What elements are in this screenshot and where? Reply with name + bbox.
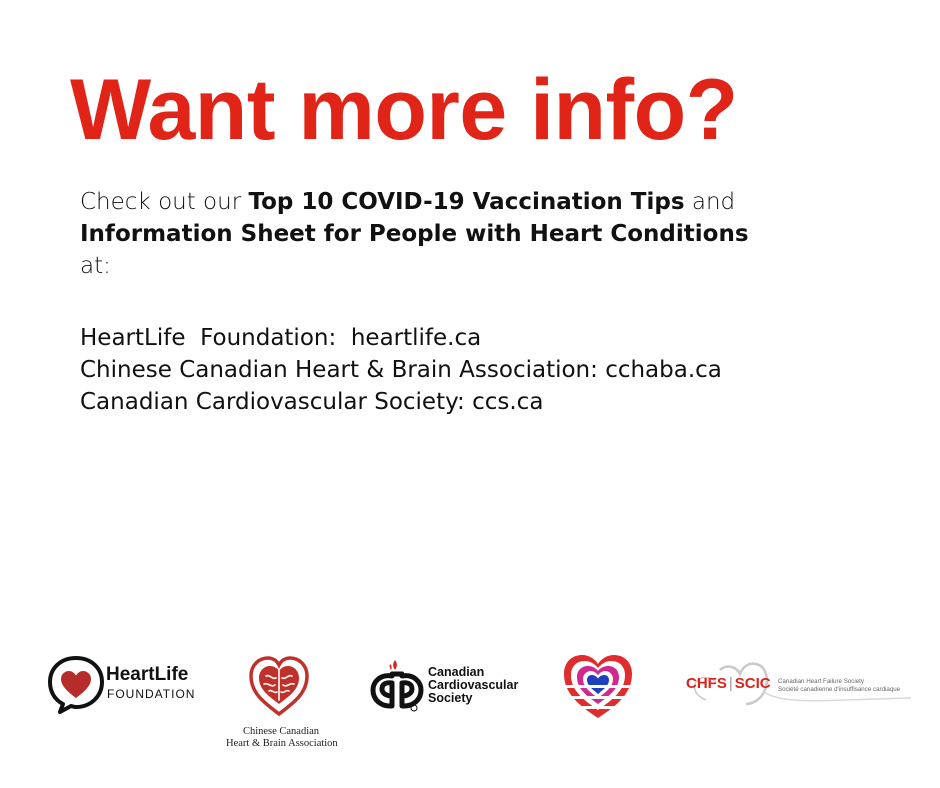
headline: Want more info? [70,62,738,158]
chfs-abbr-fr: SCIC [734,675,771,692]
cchaba-logo-line1: Chinese Canadian [242,726,320,737]
cchaba-logo-line2: Heart & Brain Association [226,738,338,749]
heart-brain-icon [246,654,312,718]
intro-text-3: at: [80,253,111,279]
intro-text-1: Check out our [80,189,249,215]
ccs-logo-line1: Canadian [428,665,485,679]
concentric-heart-icon [560,652,636,724]
resource-cchaba: Chinese Canadian Heart & Brain Association: cchaba.ca [80,357,722,383]
chfs-abbr-separator: | [728,675,733,692]
ccs-logo-text [428,666,518,705]
chfs-abbr-en: CHFS [686,675,727,692]
ccs-logo-line3: Society [428,691,473,705]
concentric-heart-logo [560,652,636,724]
heartlife-logo [46,654,206,716]
chfs-logo-names [778,678,900,694]
resource-list [80,322,722,418]
ccs-logo [370,656,530,716]
heartlife-logo-sub: FOUNDATION [107,687,196,701]
heartlife-logo-name: HeartLife [106,664,189,685]
intro-paragraph [80,186,780,282]
ccs-logo-line2: Cardiovascular [428,678,519,692]
chfs-name-fr: Société canadienne d'insuffisance cardiaque [778,686,901,693]
cchaba-logo-text [226,726,336,750]
ccs-torch-heart-icon [370,656,424,714]
intro-bold-information-sheet: Information Sheet for People with Heart Conditions [80,221,749,247]
cchaba-logo [226,654,336,750]
resource-heartlife: HeartLife Foundation: heartlife.ca [80,325,482,351]
heart-speech-bubble-icon [46,654,106,714]
intro-text-2: and [684,189,736,215]
chfs-logo [686,656,916,716]
resource-ccs: Canadian Cardiovascular Society: ccs.ca [80,389,544,415]
intro-bold-vaccination-tips: Top 10 COVID-19 Vaccination Tips [248,189,685,215]
chfs-name-en: Canadian Heart Failure Society [778,678,864,685]
chfs-logo-abbr [686,675,771,693]
partner-logos [0,640,940,750]
